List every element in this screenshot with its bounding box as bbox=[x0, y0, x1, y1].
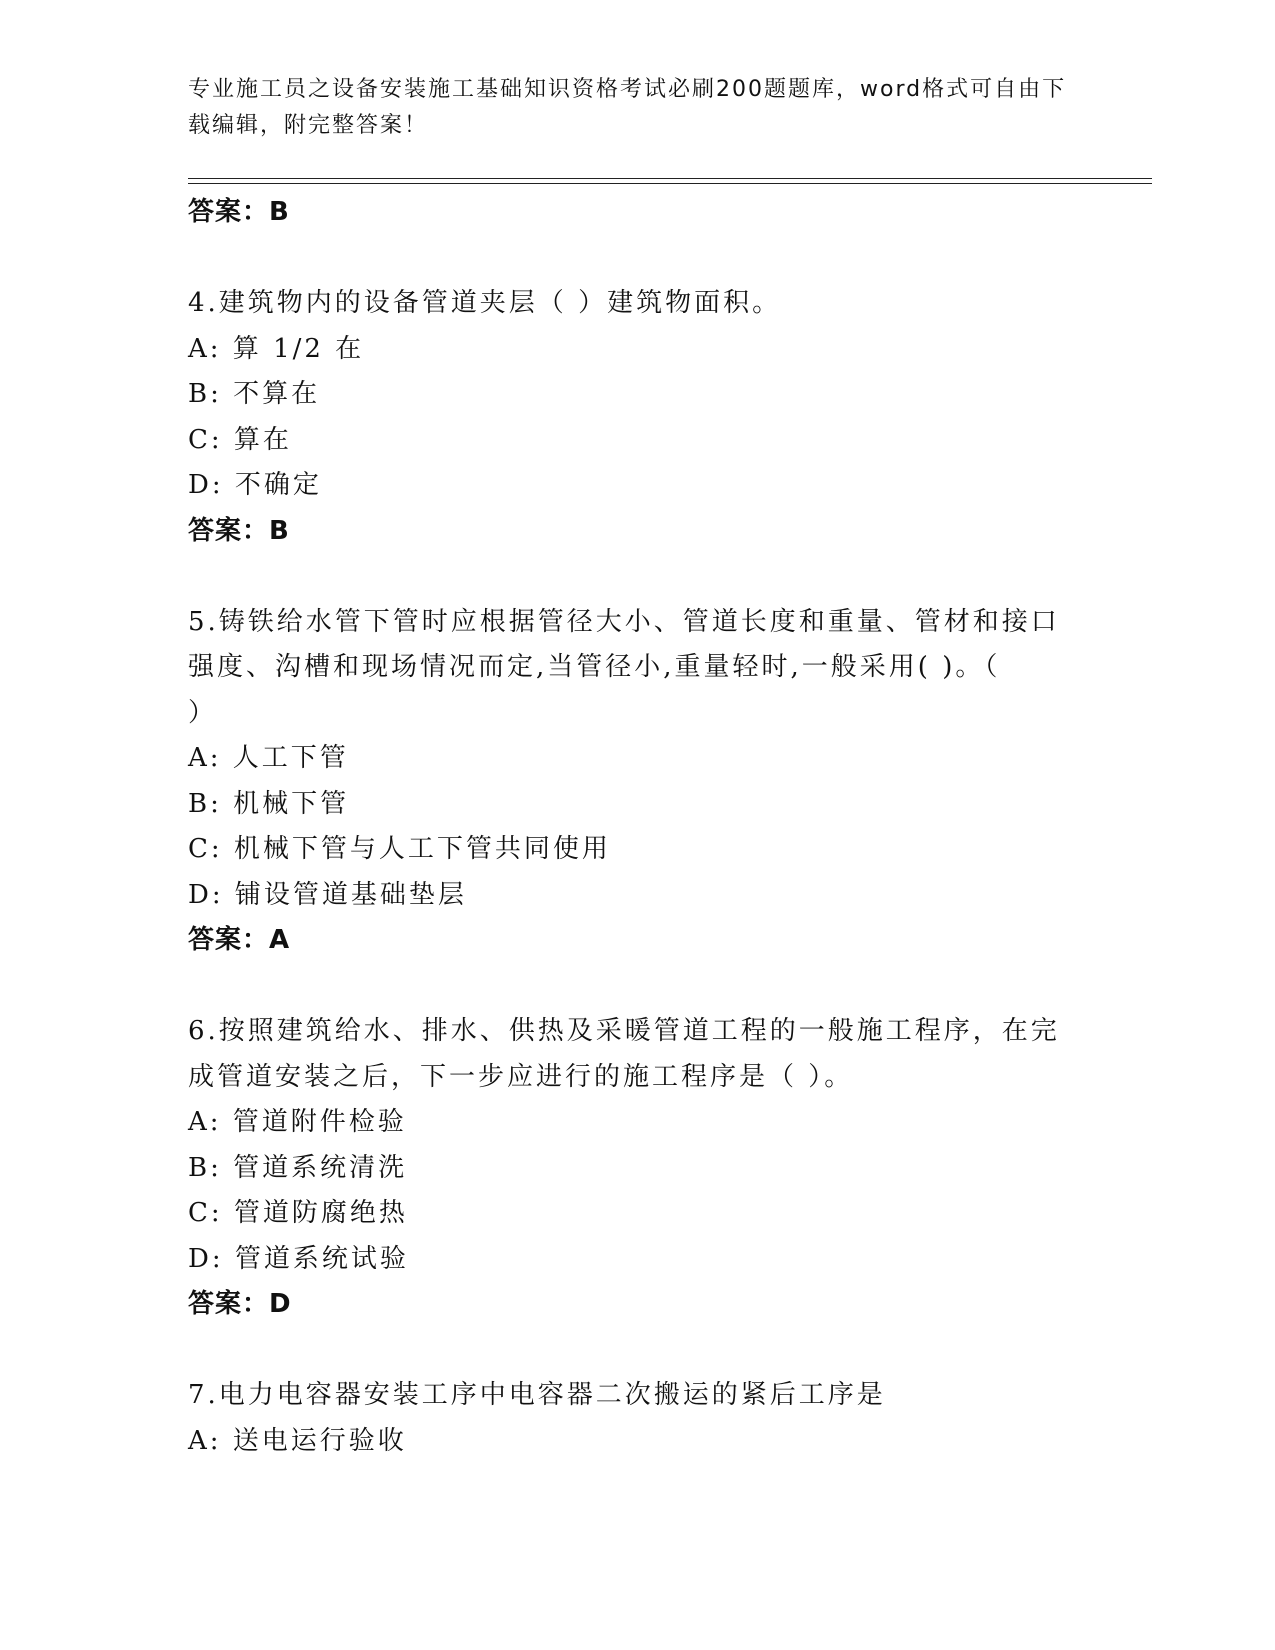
q4-option-a: A: 算 1/2 在 bbox=[188, 333, 365, 364]
q6-question-line2: 成管道安装之后，下一步应进行的施工程序是（ ）。 bbox=[188, 1061, 854, 1092]
q4-question: 4.建筑物内的设备管道夹层（ ）建筑物面积。 bbox=[188, 288, 782, 318]
q5-option-d: D: 铺设管道基础垫层 bbox=[188, 879, 467, 910]
q7-option-a: A: 送电运行验收 bbox=[188, 1425, 407, 1456]
spacer bbox=[188, 554, 1088, 600]
q4-option-c: C: 算在 bbox=[188, 424, 292, 455]
q4-option-b: B: 不算在 bbox=[188, 379, 321, 409]
prev-answer: 答案：B bbox=[188, 197, 290, 227]
spacer bbox=[188, 1328, 1088, 1374]
question-content bbox=[188, 190, 1088, 1464]
q5-option-b: B: 机械下管 bbox=[188, 788, 350, 819]
header-divider-top bbox=[188, 178, 1152, 179]
q4-option-d: D: 不确定 bbox=[188, 470, 322, 500]
header-divider-bottom bbox=[188, 183, 1152, 184]
q6-option-c: C: 管道防腐绝热 bbox=[188, 1198, 408, 1228]
q6-question-line1: 6.按照建筑给水、排水、供热及采暖管道工程的一般施工程序，在完 bbox=[188, 1016, 1060, 1046]
q6-option-a: A: 管道附件检验 bbox=[188, 1107, 407, 1137]
spacer bbox=[188, 964, 1088, 1010]
q5-question-line2: 强度、沟槽和现场情况而定,当管径小,重量轻时,一般采用( )。（ bbox=[188, 652, 1001, 682]
q4-answer: 答案：B bbox=[188, 515, 290, 546]
q5-question-line1: 5.铸铁给水管下管时应根据管径大小、管道长度和重量、管材和接口 bbox=[188, 606, 1060, 637]
q5-question-line3: ） bbox=[188, 697, 218, 728]
q6-option-b: B: 管道系统清洗 bbox=[188, 1152, 408, 1183]
q5-option-c: C: 机械下管与人工下管共同使用 bbox=[188, 834, 611, 864]
spacer bbox=[188, 236, 1088, 282]
document-header-title: 专业施工员之设备安装施工基础知识资格考试必刷200题题库，word格式可自由下载编辑，附完整答案！ bbox=[188, 77, 1067, 138]
q7-question: 7.电力电容器安装工序中电容器二次搬运的紧后工序是 bbox=[188, 1380, 886, 1410]
q5-option-a: A: 人工下管 bbox=[188, 743, 349, 773]
q6-answer: 答案：D bbox=[188, 1289, 292, 1319]
q6-option-d: D: 管道系统试验 bbox=[188, 1243, 409, 1274]
q5-answer: 答案：A bbox=[188, 925, 291, 955]
